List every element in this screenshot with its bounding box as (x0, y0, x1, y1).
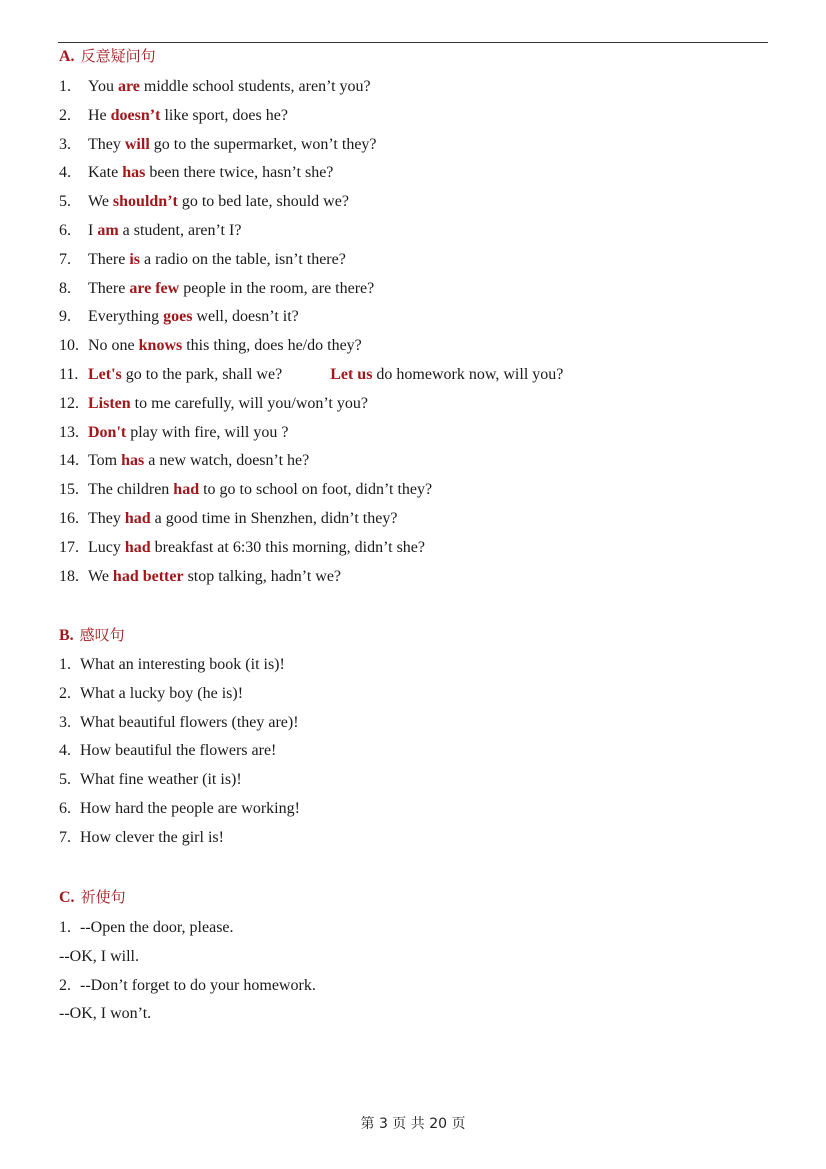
list-item (59, 567, 341, 587)
sentence-text: --Open the door, please. (80, 919, 234, 936)
sentence-text: We (88, 567, 113, 585)
sentence-text: How clever the girl is! (80, 828, 224, 846)
list-item (59, 947, 139, 967)
item-number: 18. (59, 567, 79, 585)
section-label: C. (59, 889, 75, 906)
sentence-text: well, doesn’t it? (192, 308, 299, 326)
section-label: A. (59, 48, 75, 65)
item-number: 5. (59, 193, 71, 211)
sentence-text: What a lucky boy (he is)! (80, 684, 244, 702)
sentence-text: breakfast at 6:30 this morning, didn’t she? (150, 538, 425, 556)
highlight-text: shouldn’t (112, 193, 178, 211)
sentence-text: There (88, 250, 130, 268)
highlight-text: had (124, 510, 151, 527)
item-number: 3. (59, 713, 71, 731)
list-item (59, 163, 333, 183)
sentence-text: How beautiful the flowers are! (80, 742, 277, 760)
sentence-text: --OK, I will. (59, 947, 139, 965)
item-number: 3. (59, 135, 71, 153)
highlight-text: had (173, 481, 200, 499)
section-title (59, 624, 125, 645)
item-number: 12. (59, 394, 79, 412)
list-item (59, 106, 288, 126)
sentence-text: people in the room, are there? (179, 279, 375, 297)
sentence-text: go to bed late, should we? (177, 193, 349, 211)
highlight-text: doesn’t (110, 106, 161, 124)
list-item (59, 655, 285, 675)
section-title (59, 886, 126, 907)
sentence-text: to go to school on foot, didn’t they? (199, 481, 433, 499)
sentence-text: play with fire, will you ? (126, 423, 289, 441)
list-item (59, 770, 242, 790)
item-number: 2. (59, 106, 71, 124)
sentence-text: to me carefully, will you/won’t you? (130, 394, 368, 412)
list-item (59, 828, 224, 848)
highlight-text: Listen (88, 394, 131, 412)
item-number: 7. (59, 828, 71, 846)
list-item (59, 1004, 151, 1024)
sentence-text: They (88, 135, 125, 153)
sentence-text: a new watch, doesn’t he? (144, 452, 310, 470)
list-item (59, 509, 397, 529)
list-item (59, 451, 309, 471)
sentence-text: like sport, does he? (160, 106, 288, 124)
list-item (59, 192, 349, 212)
sentence-text: Everything (88, 308, 164, 326)
section-heading: 反意疑问句 (80, 47, 156, 65)
item-number: 6. (59, 222, 71, 239)
sentence-text: go to the park, shall we? (121, 366, 283, 383)
highlight-text: goes (163, 308, 193, 326)
sentence-text: You (88, 78, 118, 95)
sentence-text: We (88, 193, 113, 211)
list-item (59, 279, 374, 299)
highlight-text: are (117, 78, 140, 95)
item-number: 4. (59, 164, 71, 182)
item-number: 10. (59, 337, 79, 355)
sentence-text: this thing, does he/do they? (182, 337, 362, 355)
highlight-text: am (97, 222, 119, 239)
list-item (59, 77, 371, 97)
sentence-text: No one (88, 337, 139, 355)
list-item (59, 250, 346, 270)
item-number: 17. (59, 538, 79, 556)
item-number: 7. (59, 250, 71, 268)
sentence-text: What an interesting book (it is)! (80, 656, 285, 673)
sentence-text: I (88, 222, 98, 239)
highlight-text: Don't (88, 423, 127, 441)
list-item (59, 135, 377, 155)
list-item (59, 976, 316, 996)
list-item (59, 307, 299, 327)
item-number: 9. (59, 308, 71, 326)
sentence-text: a student, aren’t I? (118, 222, 242, 239)
sentence-text: How hard the people are working! (80, 800, 300, 817)
highlight-text: will (124, 135, 150, 153)
item-number: 6. (59, 800, 71, 817)
list-item (59, 799, 300, 819)
highlight-text: Let us (330, 366, 373, 383)
sentence-text: Tom (88, 452, 122, 470)
sentence-text: go to the supermarket, won’t they? (149, 135, 377, 153)
highlight-text: are few (129, 279, 180, 297)
item-number: 1. (59, 78, 71, 95)
list-item (59, 480, 432, 500)
sentence-text: been there twice, hasn’t she? (145, 164, 334, 182)
sentence-text: The children (88, 481, 174, 499)
highlight-text: is (129, 250, 140, 268)
sentence-text: --Don’t forget to do your homework. (80, 976, 316, 994)
list-item (59, 365, 563, 385)
item-number: 2. (59, 684, 71, 702)
list-item (59, 684, 243, 704)
page-number: 第 3 页 共 20 页 (360, 1116, 466, 1132)
item-number: 5. (59, 771, 71, 789)
sentence-text: do homework now, will you? (372, 366, 564, 383)
sentence-text: --OK, I won’t. (59, 1005, 152, 1023)
sentence-text: He (88, 106, 111, 124)
sentence-text: Lucy (88, 538, 125, 556)
sentence-text: What fine weather (it is)! (80, 771, 242, 789)
item-number: 4. (59, 742, 71, 760)
list-item (59, 423, 288, 443)
highlight-text: had (124, 538, 151, 556)
sentence-text: Kate (88, 164, 123, 182)
sentence-text: What beautiful flowers (they are)! (80, 713, 299, 731)
list-item (59, 538, 425, 558)
item-number: 1. (59, 919, 71, 936)
section-heading: 祈使句 (80, 888, 126, 906)
sentence-text: a radio on the table, isn’t there? (139, 250, 346, 268)
highlight-text: had better (112, 567, 184, 585)
header-rule (58, 42, 768, 43)
section-heading: 感叹句 (79, 626, 125, 644)
sentence-text: a good time in Shenzhen, didn’t they? (150, 510, 398, 527)
list-item (59, 713, 299, 733)
item-number: 2. (59, 976, 71, 994)
item-number: 16. (59, 510, 79, 527)
sentence-text: There (88, 279, 130, 297)
list-item (59, 741, 276, 761)
sentence-text: middle school students, aren’t you? (139, 78, 371, 95)
sentence-text: They (88, 510, 125, 527)
highlight-text: has (122, 164, 146, 182)
item-number: 13. (59, 423, 79, 441)
item-number: 11. (59, 366, 79, 383)
highlight-text: Let's (88, 366, 122, 383)
section-label: B. (59, 627, 74, 644)
list-item (59, 918, 234, 938)
section-title (59, 45, 156, 66)
item-number: 14. (59, 452, 79, 470)
highlight-text: knows (138, 337, 183, 355)
sentence-text: stop talking, hadn’t we? (183, 567, 342, 585)
list-item (59, 336, 362, 356)
item-number: 15. (59, 481, 79, 499)
list-item (59, 221, 241, 241)
list-item (59, 394, 368, 414)
highlight-text: has (121, 452, 145, 470)
item-number: 1. (59, 656, 71, 673)
item-number: 8. (59, 279, 71, 297)
